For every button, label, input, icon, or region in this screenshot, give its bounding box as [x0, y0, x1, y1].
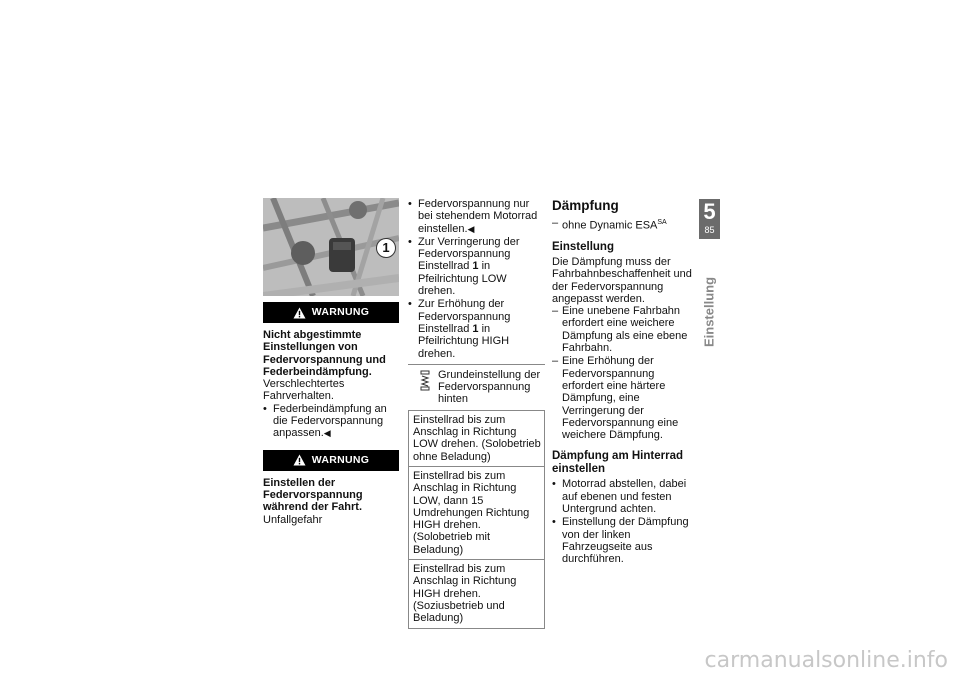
table-row: Einstellrad bis zum Anschlag in Richtung HIGH drehen. (Soziusbetrieb und Beladung) [409, 559, 544, 627]
column-2 [408, 198, 545, 629]
column-3 [552, 198, 692, 566]
list-item: • Federbeindämpfung an die Federvorspannung anpassen.◀ [263, 403, 399, 440]
warning-bar-2 [263, 450, 399, 471]
tip-title: Grundeinstellung der Federvorspannung hinten [438, 368, 541, 406]
rear-damping-list [552, 478, 692, 565]
list-item: – Eine unebene Fahrbahn erfordert eine weichere Dämpfung als eine ebene Fahrbahn. [552, 305, 692, 354]
warning-text-2: Unfallgefahr [263, 513, 323, 526]
rear-suspension-photo [263, 198, 399, 296]
chapter-tab [699, 199, 720, 239]
basic-setting-tip [408, 364, 545, 411]
list-item: • Federvorspannung nur bei stehendem Motorrad einstellen.◀ [408, 198, 545, 235]
warning-label-2: WARNUNG [311, 454, 370, 467]
warning-label-1: WARNUNG [311, 306, 370, 319]
list-item: • Zur Erhöhung der Federvorspannung Einstellrad 1 in Pfeilrichtung HIGH drehen. [408, 298, 545, 359]
warning-title-1: Nicht abgestimmte Einstellungen von Federvorspannung und Federbeindämpfung. [263, 329, 386, 378]
table-row: Einstellrad bis zum Anschlag in Richtung LOW, dann 15 Umdrehungen Richtung HIGH drehen. (Solobetrieb mit Beladung) [409, 466, 544, 559]
column-1 [263, 198, 399, 526]
damping-dash-list [552, 305, 692, 441]
list-item: – ohne Dynamic $ESA^{SA}$ [552, 217, 692, 232]
ref-number: 1 [472, 260, 479, 273]
page-number: 85 [704, 225, 715, 235]
adjust-list [408, 198, 545, 360]
subheading-setting: Einstellung [552, 240, 614, 253]
list-item: • Zur Verringerung der Federvorspannung Einstellrad 1 in Pfeilrichtung LOW drehen. [408, 236, 545, 297]
list-item: • Motorrad abstellen, dabei auf ebenen und festen Untergrund achten. [552, 478, 692, 515]
warning-list-1 [263, 403, 399, 440]
end-mark-icon: ◀ [467, 223, 475, 234]
option-list [552, 217, 692, 232]
sa-marker: SA [657, 219, 667, 226]
subheading-rear-damping: Dämpfung am Hinterrad einstellen [552, 450, 683, 476]
table-row: Einstellrad bis zum Anschlag in Richtung LOW drehen. (Solobetrieb ohne Beladung) [413, 413, 541, 463]
spring-preload-icon [418, 369, 432, 392]
warning-triangle-icon [293, 454, 306, 466]
callout-1: 1 [376, 238, 396, 258]
list-item: – Eine Erhöhung der Federvorspannung erfordert eine härtere Dämpfung, eine Verringerung der Federvorspannung eine weichere Dämpfung. [552, 355, 692, 441]
list-item: • Einstellung der Dämpfung von der linken Fahrzeugseite aus durchführen. [552, 516, 692, 565]
warning-bar-1 [263, 302, 399, 323]
end-mark-icon: ◀ [323, 428, 331, 439]
warning-title-2: Einstellen der Federvorspannung während der Fahrt. [263, 476, 363, 514]
chapter-label: Einstellung [701, 276, 717, 348]
warning-triangle-icon [293, 307, 306, 319]
preload-table [408, 411, 545, 629]
ref-number: 1 [472, 322, 479, 335]
setting-text: Die Dämpfung muss der Fahrbahnbeschaffenheit und der Federvorspannung angepasst werden. [552, 255, 692, 305]
chapter-number: 5 [703, 199, 716, 224]
watermark: carmanualsonline.info [704, 648, 948, 673]
section-heading: Dämpfung [552, 198, 619, 213]
warning-text-1: Verschlechtertes Fahrverhalten. [263, 378, 345, 403]
